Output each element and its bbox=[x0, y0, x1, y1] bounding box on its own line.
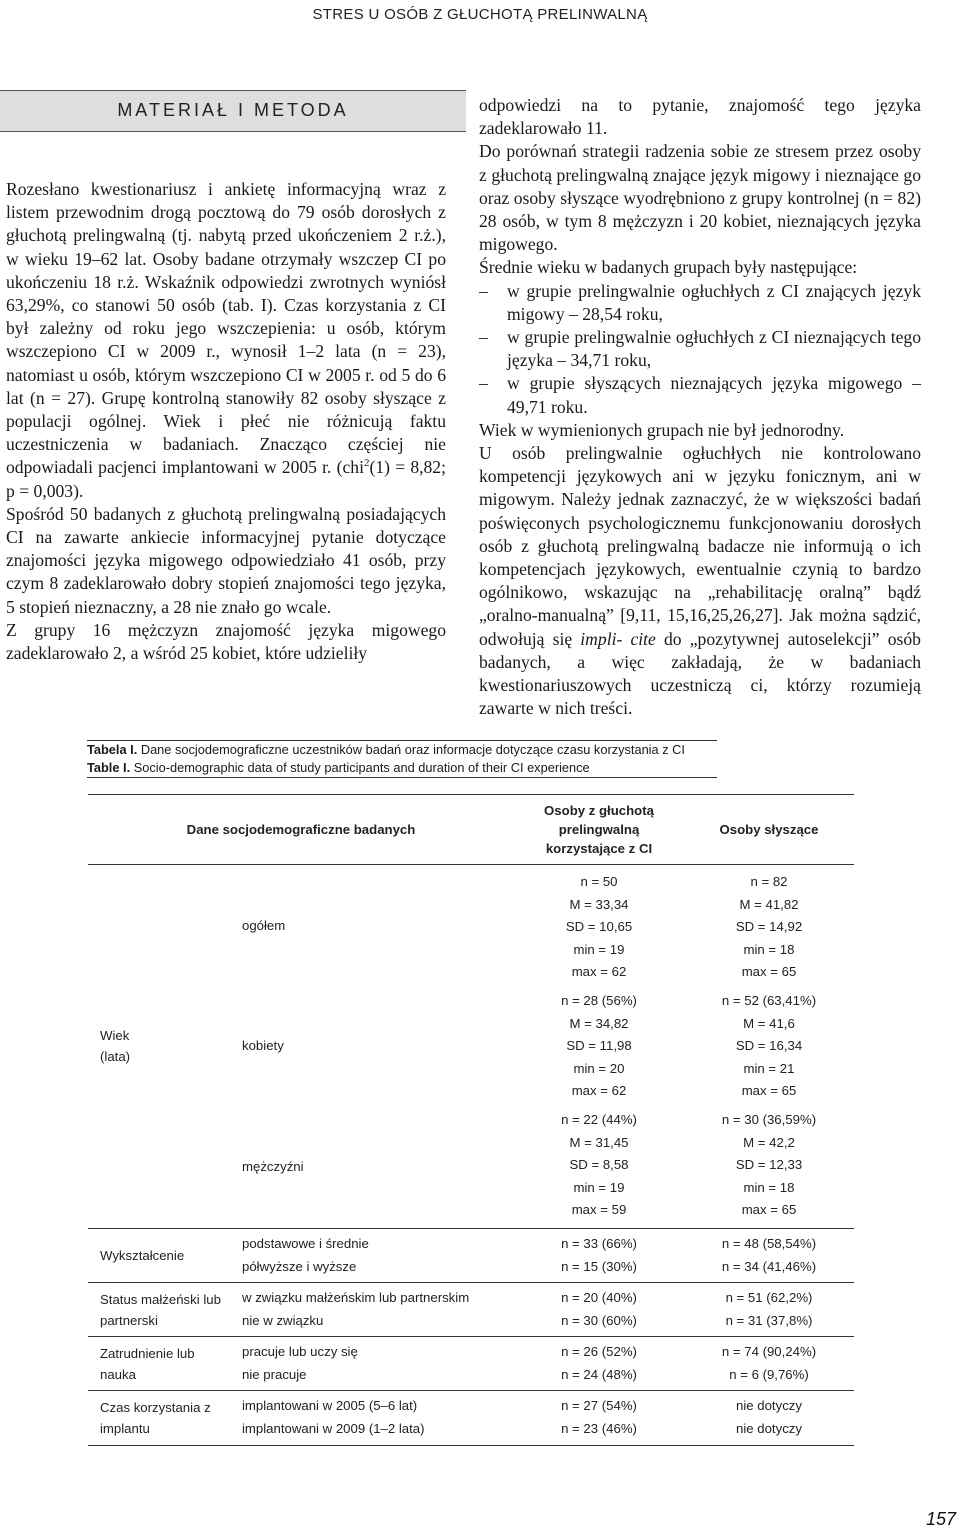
ci-value-cell: n = 15 (30%) bbox=[514, 1256, 684, 1283]
age-means-list bbox=[479, 280, 921, 419]
paragraph: odpowiedzi na to pytanie, znajomość tego języka zadeklarowało 11. bbox=[479, 95, 921, 139]
hearing-value-cell: nie dotyczy bbox=[736, 1398, 802, 1414]
header-hearing-group: Osoby słyszące bbox=[684, 795, 854, 865]
header-ci-group: Osoby z głuchotą prelingwalną korzystające z CI bbox=[514, 795, 684, 865]
subgroup-label: w związku małżeńskim lub partnerskim bbox=[242, 1290, 470, 1306]
caption-polish: Tabela I. Dane socjodemograficzne uczestników badań oraz informacje dotyczące czasu korzystania z CI bbox=[87, 742, 685, 757]
ci-value-cell: n = 27 (54%) bbox=[561, 1398, 637, 1414]
subgroup-label: kobiety bbox=[242, 1038, 284, 1054]
hearing-value-cell: n = 30 (36,59%) M = 42,2 SD = 12,33 min = 18 max = 65 bbox=[684, 1106, 854, 1228]
subgroup-label: implantowani w 2009 (1–2 lata) bbox=[234, 1418, 514, 1445]
group-label-marital-status: Status małżeński lub partnerski bbox=[88, 1283, 234, 1337]
header-demographics: Dane socjodemograficzne badanych bbox=[88, 795, 514, 865]
subgroup-label: półwyższe i wyższe bbox=[234, 1256, 514, 1283]
paragraph: Spośród 50 badanych z głuchotą prelingwalną posiadających CI na zawarte ankiecie informacyjnej pytanie dotyczące znajomości języka migowego odpowiedziało 41 osób, przy czym 8 zadeklarowało dobry stopień znajomości tego języka, 5 stopień nieznaczny, a 28 nie znało go wcale. bbox=[6, 503, 446, 617]
subgroup-label: implantowani w 2005 (5–6 lat) bbox=[242, 1398, 418, 1414]
hearing-value-cell: n = 31 (37,8%) bbox=[684, 1310, 854, 1337]
section-title: MATERIAŁ I METODA bbox=[117, 100, 349, 120]
right-text-column bbox=[479, 94, 921, 720]
ci-value-cell: n = 50 M = 33,34 SD = 10,65 min = 19 max = 62 bbox=[565, 874, 633, 980]
subgroup-label: ogółem bbox=[242, 917, 286, 933]
paragraph: Do porównań strategii radzenia sobie ze stresem przez osoby z głuchotą prelingwalną znające język migowy i nieznające go oraz osoby słyszące wyodrębniono z grupy kontrolnej (n = 82) 28 osób, w tym 8 mężczyzn i 20 kobiet, nieznających języka migowego. bbox=[479, 141, 921, 255]
ci-value-cell: n = 26 (52%) bbox=[561, 1344, 637, 1360]
caption-english: Table I. Socio-demographic data of study participants and duration of their CI experience bbox=[87, 760, 590, 775]
hearing-value-cell: n = 34 (41,46%) bbox=[684, 1256, 854, 1283]
group-label-implant-duration: Czas korzystania z implantu bbox=[88, 1391, 234, 1445]
left-text-column bbox=[6, 178, 446, 665]
ci-value-cell: n = 24 (48%) bbox=[514, 1364, 684, 1391]
hearing-value-cell: n = 74 (90,24%) bbox=[721, 1344, 817, 1360]
paragraph: Rozesłano kwestionariusz i ankietę informacyjną wraz z listem przewodnim drogą pocztową do 79 osób dorosłych z głuchotą prelingwalną (tj. nabytą przed ukończeniem 2 r.ż.), w wieku 19–62 lat. Osoby badane otrzymały wszczep CI po ukończeniu 18 r.ż. Wskaźnik odpowiedzi zwrotnych wyniósł 63,29%, co stanowi 50 osób (tab. I). Czas korzystania z CI był zależny od roku jego wszczepienia: u osób, którym wszczepiono CI w 2009 r., wynosił 1–2 lata (n = 23), natomiast u osób, którym wszczepiono CI w 2005 r. od 5 do 6 lat (n = 27). Grupę kontrolną stanowiły 82 osoby słyszące z populacji ogólnej. Wiek i płeć nie różnicują faktu uczestniczenia w badaniach. Znacząco częściej nie odpowiadali pacjenci implantowani w 2005 r. (chi$^2$(1) = 8,82; p = 0,003). bbox=[6, 179, 446, 501]
table-row bbox=[88, 865, 854, 987]
list-item: – w grupie prelingwalnie ogłuchłych z CI nieznających tego języka – 34,71 roku, bbox=[479, 326, 921, 372]
hearing-value-cell: n = 6 (9,76%) bbox=[684, 1364, 854, 1391]
table-row bbox=[88, 1283, 854, 1310]
group-label-education: Wykształcenie bbox=[88, 1228, 234, 1282]
paragraph: U osób prelingwalnie ogłuchłych nie kontrolowano kompetencji językowych ani w języku fonicznym, ani w migowym. Należy jednak zaznaczyć, że w większości badań poświęconych psychologicznemu funkcjonowaniu dorosłych osób z głuchotą prelingwalną badacze nie informują o ich kompetencjach językowych, ewentualnie czynią to bardzo ogólnikowo, wskazując na „rehabilitację oralną” bądź „oralno-manualną” [9,11, 15,16,25,26,27]. Jak można sądzić, odwołują się impli- cite do „pozytywnej autoselekcji” osób badanych, a więc zakładają, że w badaniach kwestionariuszowych uczestniczą ci, którzy rozumieją zawarte w nich treści. bbox=[479, 443, 921, 719]
table-caption bbox=[87, 740, 717, 778]
paragraph: Z grupy 16 mężczyzn znajomość języka migowego zadeklarowało 2, a wśród 25 kobiet, które udzieliły bbox=[6, 619, 446, 664]
subgroup-label: pracuje lub uczy się bbox=[242, 1344, 358, 1360]
group-label-age: Wiek (lata) bbox=[88, 865, 234, 1229]
page-number: 157 bbox=[925, 1509, 956, 1529]
paragraph: Wiek w wymienionych grupach nie był jednorodny. bbox=[479, 419, 845, 440]
ci-value-cell: n = 28 (56%) M = 34,82 SD = 11,98 min = 20 max = 62 bbox=[561, 992, 637, 1099]
superscript: 2 bbox=[364, 457, 370, 470]
subgroup-label: podstawowe i średnie bbox=[242, 1235, 369, 1251]
hearing-value-cell: n = 48 (58,54%) bbox=[721, 1235, 817, 1251]
subgroup-label: nie w związku bbox=[234, 1310, 514, 1337]
table-row bbox=[88, 1337, 854, 1364]
subgroup-label: mężczyźni bbox=[234, 1106, 514, 1228]
ci-value-cell: n = 33 (66%) bbox=[561, 1235, 637, 1251]
ci-value-cell: n = 23 (46%) bbox=[514, 1418, 684, 1445]
hearing-value-cell: n = 82 M = 41,82 SD = 14,92 min = 18 max = 65 bbox=[735, 874, 803, 980]
group-label-employment: Zatrudnienie lub nauka bbox=[88, 1337, 234, 1391]
subgroup-label: nie pracuje bbox=[234, 1364, 514, 1391]
table-row bbox=[88, 1391, 854, 1418]
list-item: – w grupie słyszących nieznających języka migowego – 49,71 roku. bbox=[479, 372, 921, 418]
list-item: – w grupie prelingwalnie ogłuchłych z CI znających język migowy – 28,54 roku, bbox=[479, 280, 921, 326]
ci-value-cell: n = 22 (44%) M = 31,45 SD = 8,58 min = 19 max = 59 bbox=[514, 1106, 684, 1228]
sociodemographic-table bbox=[88, 794, 854, 1446]
table-row bbox=[88, 1228, 854, 1255]
paragraph: Średnie wieku w badanych grupach były następujące: bbox=[479, 257, 858, 278]
hearing-value-cell: n = 51 (62,2%) bbox=[725, 1290, 813, 1306]
hearing-value-cell: n = 52 (63,41%) M = 41,6 SD = 16,34 min = 21 max = 65 bbox=[721, 992, 817, 1099]
table-header-row bbox=[88, 795, 854, 865]
ci-value-cell: n = 20 (40%) bbox=[561, 1290, 637, 1306]
ci-value-cell: n = 30 (60%) bbox=[514, 1310, 684, 1337]
running-head: STRES U OSÓB Z GŁUCHOTĄ PRELINWALNĄ bbox=[312, 6, 648, 23]
hearing-value-cell: nie dotyczy bbox=[684, 1418, 854, 1445]
